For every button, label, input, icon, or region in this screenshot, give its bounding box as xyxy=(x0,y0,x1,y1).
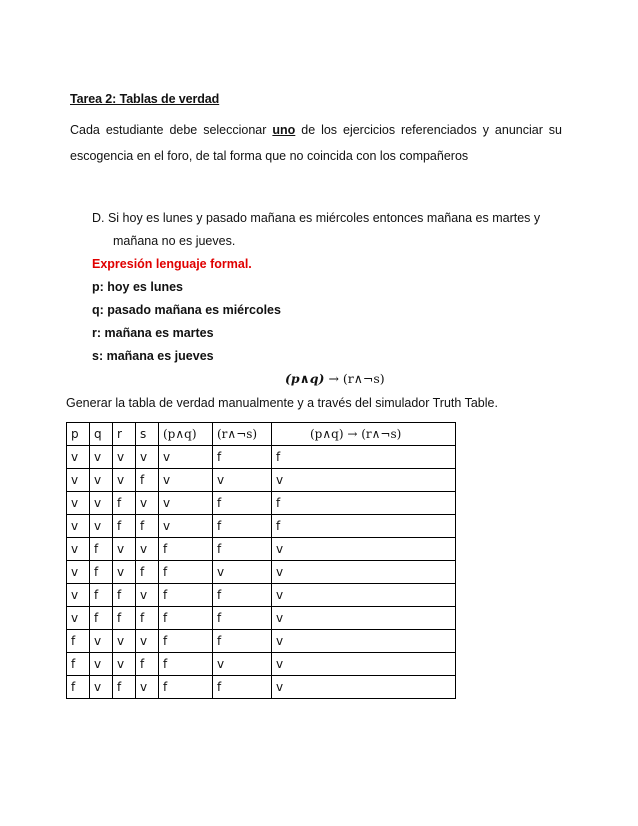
table-cell: f xyxy=(272,492,456,515)
table-cell: f xyxy=(272,446,456,469)
table-cell: v xyxy=(113,446,136,469)
table-cell: v xyxy=(90,676,113,699)
table-cell: v xyxy=(113,630,136,653)
table-cell: f xyxy=(213,446,272,469)
table-cell: v xyxy=(67,561,90,584)
table-cell: v xyxy=(136,584,159,607)
table-cell: v xyxy=(272,538,456,561)
table-cell: f xyxy=(90,607,113,630)
formula-antecedent: (p∧q) xyxy=(285,371,325,386)
formal-language-heading: Expresión lenguaje formal. xyxy=(92,257,252,271)
formal-formula xyxy=(285,371,385,386)
table-cell: v xyxy=(136,446,159,469)
table-cell: v xyxy=(113,561,136,584)
intro-emphasis: uno xyxy=(272,123,296,137)
formula-consequent: (r∧¬s) xyxy=(342,371,385,386)
table-cell: f xyxy=(90,538,113,561)
table-cell: v xyxy=(90,446,113,469)
proposition-r: r: mañana es martes xyxy=(92,326,214,340)
table-cell: f xyxy=(159,538,213,561)
table-row xyxy=(67,561,456,584)
table-row xyxy=(67,538,456,561)
table-cell: v xyxy=(113,469,136,492)
table-cell: f xyxy=(213,630,272,653)
table-cell: f xyxy=(90,584,113,607)
table-cell: v xyxy=(67,607,90,630)
table-cell: f xyxy=(213,492,272,515)
proposition-p: p: hoy es lunes xyxy=(92,280,183,294)
table-row xyxy=(67,492,456,515)
table-cell: v xyxy=(136,492,159,515)
table-cell: v xyxy=(272,607,456,630)
intro-text-before: Cada estudiante debe seleccionar xyxy=(70,123,273,137)
table-cell: v xyxy=(272,561,456,584)
table-cell: f xyxy=(136,469,159,492)
table-cell: v xyxy=(67,446,90,469)
table-cell: v xyxy=(67,515,90,538)
table-row xyxy=(67,515,456,538)
table-cell: f xyxy=(136,653,159,676)
table-cell: v xyxy=(67,492,90,515)
table-cell: v xyxy=(90,492,113,515)
table-cell: f xyxy=(159,584,213,607)
table-cell: f xyxy=(136,515,159,538)
table-cell: v xyxy=(272,584,456,607)
table-cell: v xyxy=(67,538,90,561)
table-cell: f xyxy=(159,676,213,699)
exercise-statement: D. Si hoy es lunes y pasado mañana es miércoles entonces mañana es martes y xyxy=(92,211,541,225)
table-cell: v xyxy=(136,630,159,653)
table-header-cell: (r∧¬s) xyxy=(213,423,272,446)
table-cell: f xyxy=(159,653,213,676)
table-cell: v xyxy=(136,676,159,699)
table-cell: v xyxy=(67,469,90,492)
table-cell: v xyxy=(90,469,113,492)
table-cell: v xyxy=(90,630,113,653)
table-cell: f xyxy=(213,584,272,607)
table-cell: v xyxy=(213,653,272,676)
table-header-cell: q xyxy=(90,423,113,446)
table-cell: f xyxy=(136,607,159,630)
table-cell: f xyxy=(159,630,213,653)
table-cell: f xyxy=(136,561,159,584)
page-title: Tarea 2: Tablas de verdad xyxy=(70,92,220,106)
table-cell: f xyxy=(90,561,113,584)
table-row xyxy=(67,584,456,607)
table-cell: v xyxy=(272,469,456,492)
table-header-cell: r xyxy=(113,423,136,446)
table-cell: v xyxy=(67,584,90,607)
exercise-statement-continued: mañana no es jueves. xyxy=(113,234,236,248)
table-row xyxy=(67,469,456,492)
table-header-cell: (p∧q) → (r∧¬s) xyxy=(272,423,456,446)
table-header-row xyxy=(67,423,456,446)
table-cell: v xyxy=(136,538,159,561)
proposition-s: s: mañana es jueves xyxy=(92,349,214,363)
table-cell: f xyxy=(272,515,456,538)
table-row xyxy=(67,676,456,699)
table-cell: f xyxy=(113,607,136,630)
table-header-cell: (p∧q) xyxy=(159,423,213,446)
proposition-q: q: pasado mañana es miércoles xyxy=(92,303,281,317)
table-row xyxy=(67,630,456,653)
table-cell: v xyxy=(272,676,456,699)
table-cell: f xyxy=(213,515,272,538)
table-cell: f xyxy=(113,492,136,515)
table-cell: f xyxy=(213,676,272,699)
table-cell: v xyxy=(159,515,213,538)
table-cell: v xyxy=(272,630,456,653)
intro-line-2: escogencia en el foro, de tal forma que no coincida con los compañeros xyxy=(70,149,469,163)
table-cell: f xyxy=(159,607,213,630)
table-cell: f xyxy=(67,676,90,699)
table-cell: v xyxy=(159,469,213,492)
table-row xyxy=(67,446,456,469)
table-cell: v xyxy=(213,469,272,492)
table-cell: v xyxy=(90,515,113,538)
table-cell: v xyxy=(159,446,213,469)
instruction-text: Generar la tabla de verdad manualmente y a través del simulador Truth Table. xyxy=(66,396,498,410)
formula-arrow: → xyxy=(324,371,343,386)
table-cell: v xyxy=(213,561,272,584)
intro-line-1 xyxy=(70,123,562,137)
truth-table xyxy=(66,422,456,699)
table-row xyxy=(67,607,456,630)
table-cell: f xyxy=(67,653,90,676)
table-cell: v xyxy=(113,538,136,561)
table-cell: f xyxy=(67,630,90,653)
table-cell: f xyxy=(113,584,136,607)
table-cell: f xyxy=(113,676,136,699)
table-cell: f xyxy=(213,607,272,630)
table-cell: v xyxy=(113,653,136,676)
table-header-cell: p xyxy=(67,423,90,446)
table-row xyxy=(67,653,456,676)
table-cell: v xyxy=(90,653,113,676)
table-cell: f xyxy=(213,538,272,561)
intro-text-after: de los ejercicios referenciados y anunciar su xyxy=(295,123,563,137)
table-cell: f xyxy=(159,561,213,584)
table-cell: v xyxy=(272,653,456,676)
table-cell: v xyxy=(159,492,213,515)
table-header-cell: s xyxy=(136,423,159,446)
table-cell: f xyxy=(113,515,136,538)
